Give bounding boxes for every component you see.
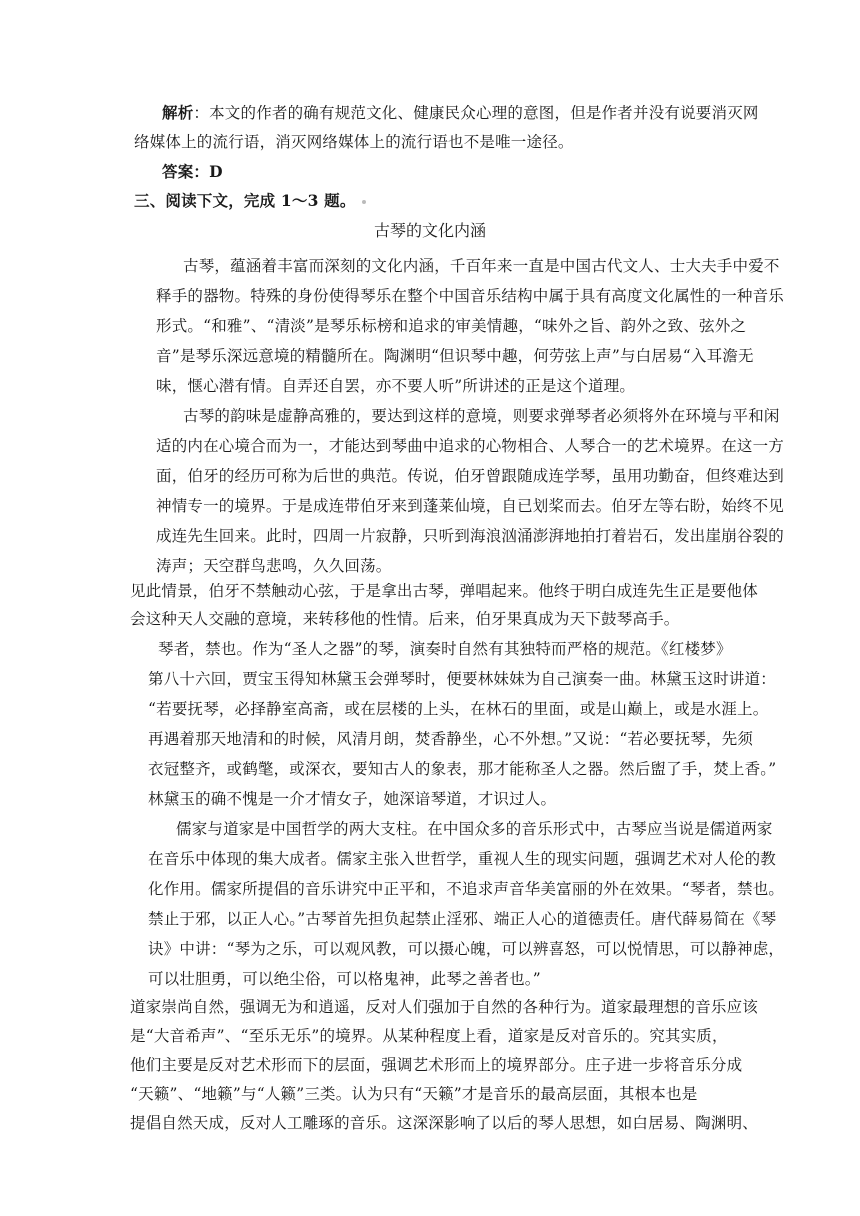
p3-line-5: 衣冠整齐，或鹤氅，或深衣，要知古人的象表，那才能称圣人之器。然后盥了手，焚上香。”: [148, 760, 777, 778]
p2-line-2: 适的内在心境合而为一，才能达到琴曲中追求的心物相合、人琴合一的艺术境界。在这一方: [156, 437, 785, 455]
stray-mark: [362, 200, 366, 204]
section-3-heading: 三、阅读下文，完成 1～3 题。: [134, 189, 366, 213]
analysis-text: ：本文的作者的确有规范文化、健康民众心理的意图，但是作者并没有说要消灭网: [193, 104, 759, 122]
p5-line-2: 是“大音希声”、“至乐无乐”的境界。从某种程度上看，道家是反对音乐的。究其实质，: [130, 1027, 728, 1045]
p4-line-4: 禁止于邪，以正人心。”古琴首先担负起禁止淫邪、端正人心的道德责任。唐代薛易简在《琴: [148, 910, 777, 928]
p5-line-5: 提倡自然天成，反对人工雕琢的音乐。这深深影响了以后的琴人思想，如白居易、陶渊明、: [130, 1114, 759, 1132]
p2-line-3: 面，伯牙的经历可称为后世的典范。传说，伯牙曾跟随成连学琴，虽用功勤奋，但终难达到: [156, 467, 785, 485]
p1-line-3: 形式。“和雅”、“清淡”是琴乐标榜和追求的审美情趣，“味外之旨、韵外之致、弦外之: [156, 317, 747, 335]
p2-line-8: 会这种天人交融的意境，来转移他的性情。后来，伯牙果真成为天下鼓琴高手。: [130, 610, 680, 628]
analysis-line-2: 络媒体上的流行语，消灭网络媒体上的流行语也不是唯一途径。: [134, 133, 574, 151]
p5-line-1: 道家崇尚自然，强调无为和逍遥，反对人们强加于自然的各种行为。道家最理想的音乐应该: [130, 998, 759, 1016]
p3-line-1: 琴者，禁也。作为“圣人之器”的琴，演奏时自然有其独特而严格的规范。《红楼梦》: [158, 640, 732, 658]
p2-line-1: 古琴的韵味是虚静高雅的，要达到这样的意境，则要求弹琴者必须将外在环境与平和闲: [183, 407, 780, 425]
p1-line-2: 释手的器物。特殊的身份使得琴乐在整个中国音乐结构中属于具有高度文化属性的一种音乐: [156, 287, 785, 305]
p1-line-1: 古琴，蕴涵着丰富而深刻的文化内涵，千百年来一直是中国古代文人、士大夫手中爱不: [183, 257, 780, 275]
p4-line-3: 化作用。儒家所提倡的音乐讲究中正平和，不追求声音华美富丽的外在效果。“琴者，禁也。: [148, 880, 785, 898]
p3-line-2: 第八十六回，贾宝玉得知林黛玉会弹琴时，便要林妹妹为自己演奏一曲。林黛玉这时讲道：: [148, 670, 777, 688]
p2-line-4: 神情专一的境界。于是成连带伯牙来到蓬莱仙境，自已划桨而去。伯牙左等右盼，始终不见: [156, 497, 785, 515]
p5-line-4: “天籁”、“地籁”与“人籁”三类。认为只有“天籁”才是音乐的最高层面，其根本也是: [130, 1085, 698, 1103]
p4-line-6: 可以壮胆勇，可以绝尘俗，可以格鬼神，此琴之善者也。”: [148, 970, 541, 988]
p3-line-3: “若要抚琴，必择静室高斋，或在层楼的上头，在林石的里面，或是山巅上，或是水涯上。: [148, 700, 769, 718]
p2-line-7: 见此情景，伯牙不禁触动心弦，于是拿出古琴，弹唱起来。他终于明白成连先生正是要他体: [130, 582, 759, 600]
p5-line-3: 他们主要是反对艺术形而下的层面，强调艺术形而上的境界部分。庄子进一步将音乐分成: [130, 1056, 743, 1074]
p2-line-5: 成连先生回来。此时，四周一片寂静，只听到海浪汹涌澎湃地拍打着岩石，发出崖崩谷裂的: [156, 527, 785, 545]
p3-line-6: 林黛玉的确不愧是一介才情女子，她深谙琴道，才识过人。: [148, 790, 557, 808]
article-title: 古琴的文化内涵: [373, 221, 486, 240]
p1-line-5: 味，惬心潜有情。自弄还自罢，亦不要人听”所讲述的正是这个道理。: [156, 377, 636, 395]
p1-line-4: 音”是琴乐深远意境的精髓所在。陶渊明“但识琴中趣，何劳弦上声”与白居易“入耳澹无: [156, 347, 754, 365]
p4-line-1: 儒家与道家是中国哲学的两大支柱。在中国众多的音乐形式中，古琴应当说是儒道两家: [176, 820, 773, 838]
p4-line-2: 在音乐中体现的集大成者。儒家主张入世哲学，重视人生的现实问题，强调艺术对人伦的教: [148, 850, 777, 868]
p2-line-6: 涛声；天空群鸟悲鸣，久久回荡。: [156, 557, 392, 575]
p4-line-5: 诀》中讲：“琴为之乐，可以观风教，可以摄心魄，可以辨喜怒，可以悦情思，可以静神虑，: [148, 940, 785, 958]
p3-line-4: 再遇着那天地清和的时候，风清月朗，焚香静坐，心不外想。”又说：“若必要抚琴，先须: [148, 730, 754, 748]
analysis-label: 解析: [162, 103, 194, 122]
answer-line: 答案：D: [162, 162, 223, 181]
analysis-line-1: [162, 101, 759, 125]
